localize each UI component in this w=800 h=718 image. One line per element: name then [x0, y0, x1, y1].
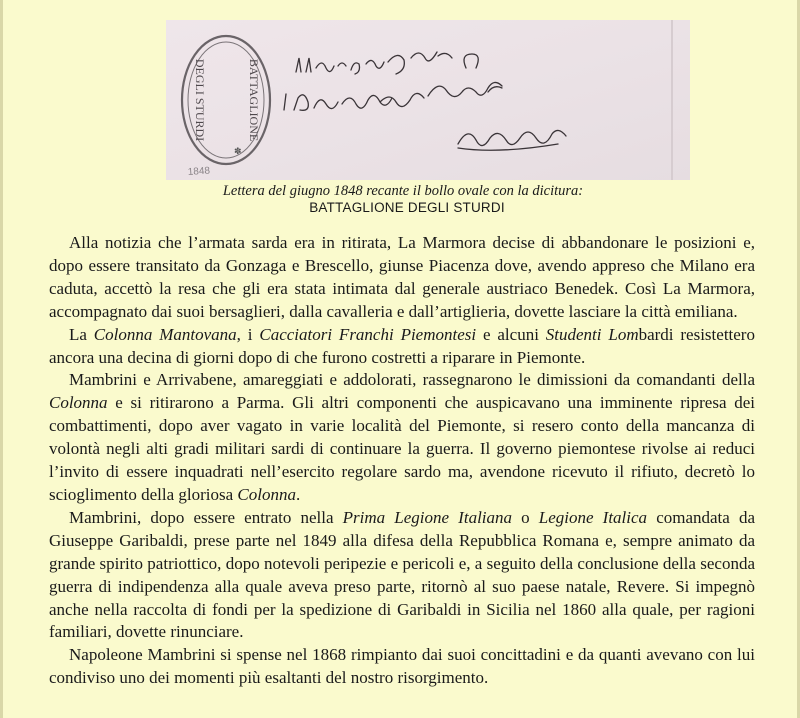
paragraph: Alla notizia che l’armata sarda era in ritirata, La Marmora decise di abbandonare le posizioni e, dopo essere transitato da Gonzaga e Brescello, giunse Piacenza dove, avendo appreso che Milano era caduta, accettò la resa che gli era stata intimata dal generale austriaco Benedek. Così La Marmora, accompagnato dai suoi bersaglieri, dalla cavalleria e dall’artiglieria, dovette lasciare la città emiliana.: [49, 233, 755, 321]
image-caption: Lettera del giugno 1848 recante il bollo ovale con la dicitura:: [222, 183, 584, 199]
paragraph: La Colonna Mantovana, i Cacciatori Franchi Piemontesi e alcuni Studenti Lombardi resistettero ancora una decina di giorni dopo di che furono costretti a riparare in Piemonte.: [49, 324, 755, 367]
letter-illustration: [166, 20, 690, 180]
paragraph: Napoleone Mambrini si spense nel 1868 rimpianto dai suoi concittadini e da quanti avevano con lui condiviso uno dei momenti più esaltanti del nostro risorgimento.: [49, 645, 755, 688]
stamp-text-outer: BATTAGLIONE: [247, 58, 261, 142]
paragraph: Mambrini e Arrivabene, amareggiati e addolorati, rassegnarono le dimissioni da comandanti della Colonna e si ritirarono a Parma. Gli altri componenti che auspicavano una imminente ripresa dei combattimenti, dopo aver vagato in varie località del Piemonte, si resero conto della mancanza di volontà negli alti gradi militari sardi di continuare la guerra. Il governo piemontese rivolse ai reduci l’invito di essere inquadrati nell’esercito regolare sardo ma, avendone ricevuto il rifiuto, decretò lo scioglimento della gloriosa Colonna.: [49, 370, 755, 504]
paragraph: Mambrini, dopo essere entrato nella Prima Legione Italiana o Legione Italica comandata da Giuseppe Garibaldi, prese parte nel 1849 alla difesa della Repubblica Romana e, sempre animato da grande spirito patriottico, dopo notevoli peripezie e pericoli e, a seguito della conclusione della seconda guerra di indipendenza alla quale aveva preso parte, ritornò al suo paese natale, Revere. Si impegnò anche nella raccolta di fondi per la spedizione di Garibaldi in Sicilia nel 1860 alla quale, per ragioni familiari, dovette rinunciare.: [49, 507, 755, 642]
letter-photo: [166, 20, 690, 180]
stamp-asterisk: ✽: [234, 146, 242, 156]
year-mark: 1848: [187, 165, 211, 178]
article-body: [49, 232, 755, 690]
stamp-text-inner: DEGLI STURDI: [193, 58, 207, 142]
image-caption-stamp-text: BATTAGLIONE DEGLI STURDI: [309, 200, 505, 215]
